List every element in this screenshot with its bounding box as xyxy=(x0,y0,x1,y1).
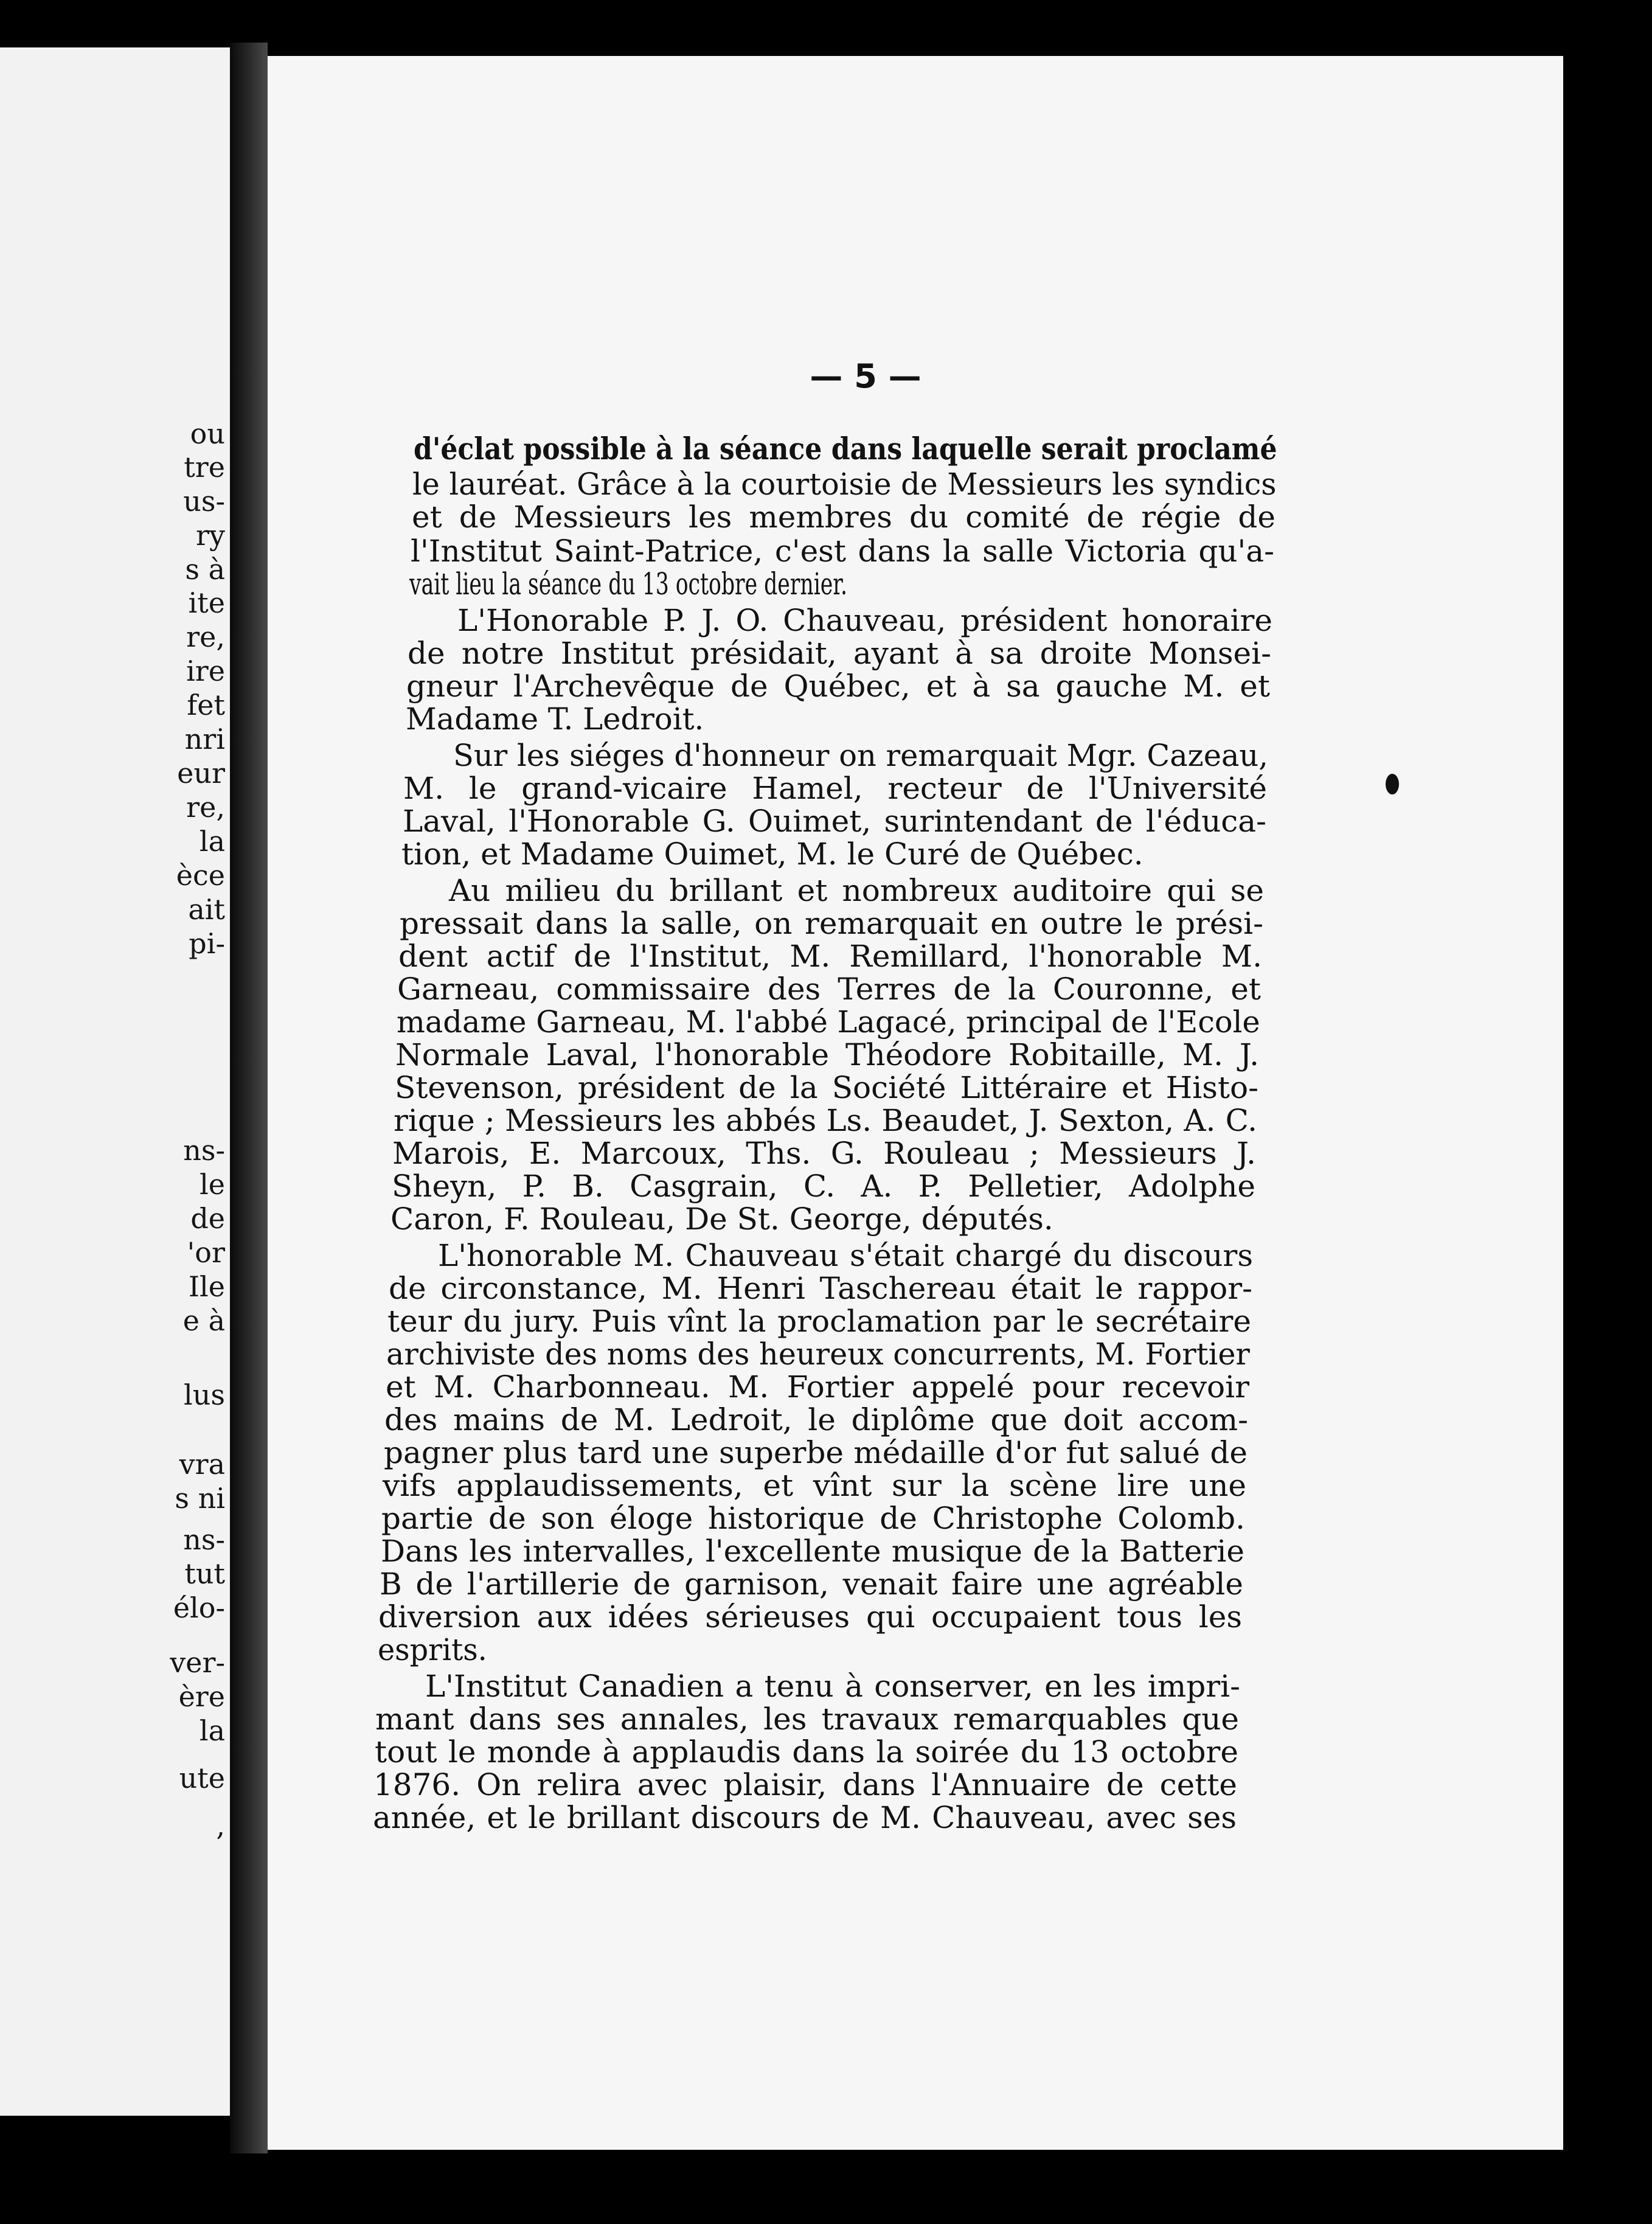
facing-page-line-fragment: ite xyxy=(188,586,225,619)
text-line: Laval, l'Honorable G. Ouimet, surintendant de l'éduca- xyxy=(403,804,1266,839)
text-line: tion, et Madame Ouimet, M. le Curé de Québec. xyxy=(401,836,1144,872)
text-line: de notre Institut présidait, ayant à sa droite Monsei- xyxy=(408,636,1271,671)
text-line: Garneau, commissaire des Terres de la Couronne, et xyxy=(397,971,1261,1007)
facing-page-line-fragment: ire xyxy=(186,655,225,687)
facing-page-line-fragment: 'or xyxy=(187,1236,225,1269)
facing-page-line-fragment: ns- xyxy=(183,1523,225,1556)
text-line: B de l'artillerie de garnison, venait faire une agréable xyxy=(380,1566,1243,1602)
book-gutter xyxy=(230,43,268,2153)
facing-page-line-fragment: re, xyxy=(186,620,225,653)
text-line: le lauréat. Grâce à la courtoisie de Messieurs les syndics xyxy=(412,467,1277,502)
text-line: et M. Charbonneau. M. Fortier appelé pour recevoir xyxy=(386,1369,1249,1405)
facing-page-line-fragment: pi- xyxy=(189,927,225,960)
text-line: mant dans ses annales, les travaux remarquables que xyxy=(375,1701,1239,1737)
text-line: l'Institut Saint-Patrice, c'est dans la salle Victoria qu'a- xyxy=(411,533,1274,569)
facing-page-line-fragment: tut xyxy=(184,1557,225,1590)
facing-page-line-fragment: nri xyxy=(184,723,225,756)
first-text-line: d'éclat possible à la séance dans laquelle serait proclamé xyxy=(414,431,1277,467)
text-line: Madame T. Ledroit. xyxy=(406,701,704,737)
text-line: pressait dans la salle, on remarquait en outre le prési- xyxy=(400,906,1263,941)
facing-page-line-fragment: la xyxy=(199,1714,225,1747)
facing-page-line-fragment: re, xyxy=(186,791,225,824)
text-line: gneur l'Archevêque de Québec, et à sa gauche M. et xyxy=(406,669,1270,704)
text-line: pagner plus tard une superbe médaille d'or fut salué de xyxy=(384,1435,1248,1470)
text-line: Normale Laval, l'honorable Théodore Robitaille, M. J. xyxy=(395,1037,1259,1072)
text-line: rique ; Messieurs les abbés Ls. Beaudet, J. Sexton, A. C. xyxy=(394,1103,1257,1138)
text-line: L'honorable M. Chauveau s'était chargé du discours xyxy=(438,1238,1253,1273)
facing-page-line-fragment: eur xyxy=(177,757,225,790)
facing-page-line-fragment: de xyxy=(190,1202,225,1235)
facing-page-line-fragment: ns- xyxy=(183,1134,225,1167)
facing-page-line-fragment: lus xyxy=(184,1378,225,1411)
facing-page-line-fragment: Ile xyxy=(188,1270,225,1303)
facing-page-line-fragment: élo- xyxy=(173,1591,225,1624)
text-line: Dans les intervalles, l'excellente musique de la Batterie xyxy=(381,1534,1244,1569)
facing-page-line-fragment: la xyxy=(199,825,225,858)
text-line: M. le grand-vicaire Hamel, recteur de l'Université xyxy=(403,771,1267,806)
ink-speck xyxy=(1386,774,1399,794)
facing-page-line-fragment: le xyxy=(200,1168,225,1201)
facing-page-fragment xyxy=(0,47,230,2116)
text-line: partie de son éloge historique de Christophe Colomb. xyxy=(381,1501,1245,1536)
text-line: archiviste des noms des heureux concurrents, M. Fortier xyxy=(386,1336,1250,1372)
text-line: L'Honorable P. J. O. Chauveau, président honoraire xyxy=(457,603,1272,638)
facing-page-line-fragment: ou xyxy=(190,417,225,450)
facing-page-line-fragment: s à xyxy=(185,553,225,586)
text-line: L'Institut Canadien a tenu à conserver, en les impri- xyxy=(425,1669,1240,1704)
text-line: et de Messieurs les membres du comité de régie de xyxy=(412,499,1275,535)
facing-page-line-fragment: èce xyxy=(176,859,225,892)
text-line: esprits. xyxy=(378,1632,487,1667)
text-line: teur du jury. Puis vînt la proclamation par le secrétaire xyxy=(387,1304,1251,1339)
facing-page-line-fragment: s ni xyxy=(175,1482,225,1515)
text-line: tout le monde à applaudis dans la soirée du 13 octobre xyxy=(375,1734,1238,1770)
text-line: de circonstance, M. Henri Taschereau était le rappor- xyxy=(389,1271,1252,1306)
facing-page-line-fragment: ère xyxy=(178,1680,225,1713)
page-number: — 5 — xyxy=(810,357,921,395)
text-line: année, et le brillant discours de M. Chauveau, avec ses xyxy=(373,1800,1237,1835)
facing-page-line-fragment: tre xyxy=(184,451,225,484)
facing-page-line-fragment: us- xyxy=(183,485,225,518)
text-line: des mains de M. Ledroit, le diplôme que doit accom- xyxy=(384,1402,1248,1437)
facing-page-line-fragment: fet xyxy=(187,689,225,721)
text-line: Au milieu du brillant et nombreux auditoire qui se xyxy=(449,873,1264,908)
text-line: Sur les siéges d'honneur on remarquait Mgr. Cazeau, xyxy=(453,738,1268,773)
text-line: Stevenson, président de la Société Littéraire et Histo- xyxy=(395,1070,1258,1105)
text-line: 1876. On relira avec plaisir, dans l'Annuaire de cette xyxy=(373,1767,1237,1802)
facing-page-line-fragment: ver- xyxy=(170,1646,225,1679)
facing-page-line-fragment: ait xyxy=(188,893,225,926)
facing-page-line-fragment: ute xyxy=(179,1762,225,1795)
text-line: diversion aux idées sérieuses qui occupaient tous les xyxy=(378,1599,1242,1635)
facing-page-line-fragment: ry xyxy=(196,519,225,552)
text-line: vait lieu la séance du 13 octobre dernier. xyxy=(409,566,848,602)
text-line: madame Garneau, M. l'abbé Lagacé, principal de l'Ecole xyxy=(397,1004,1260,1040)
text-line: Marois, E. Marcoux, Ths. G. Rouleau ; Messieurs J. xyxy=(392,1136,1256,1171)
text-line: vifs applaudissements, et vînt sur la scène lire une xyxy=(383,1468,1246,1503)
facing-page-line-fragment: vra xyxy=(179,1448,225,1481)
text-line: Caron, F. Rouleau, De St. George, députés. xyxy=(390,1201,1053,1237)
facing-page-line-fragment: , xyxy=(216,1809,225,1842)
text-line: Sheyn, P. B. Casgrain, C. A. P. Pelletier, Adolphe xyxy=(392,1169,1255,1204)
text-line: dent actif de l'Institut, M. Remillard, l'honorable M. xyxy=(398,939,1262,974)
facing-page-line-fragment: e à xyxy=(182,1304,225,1337)
